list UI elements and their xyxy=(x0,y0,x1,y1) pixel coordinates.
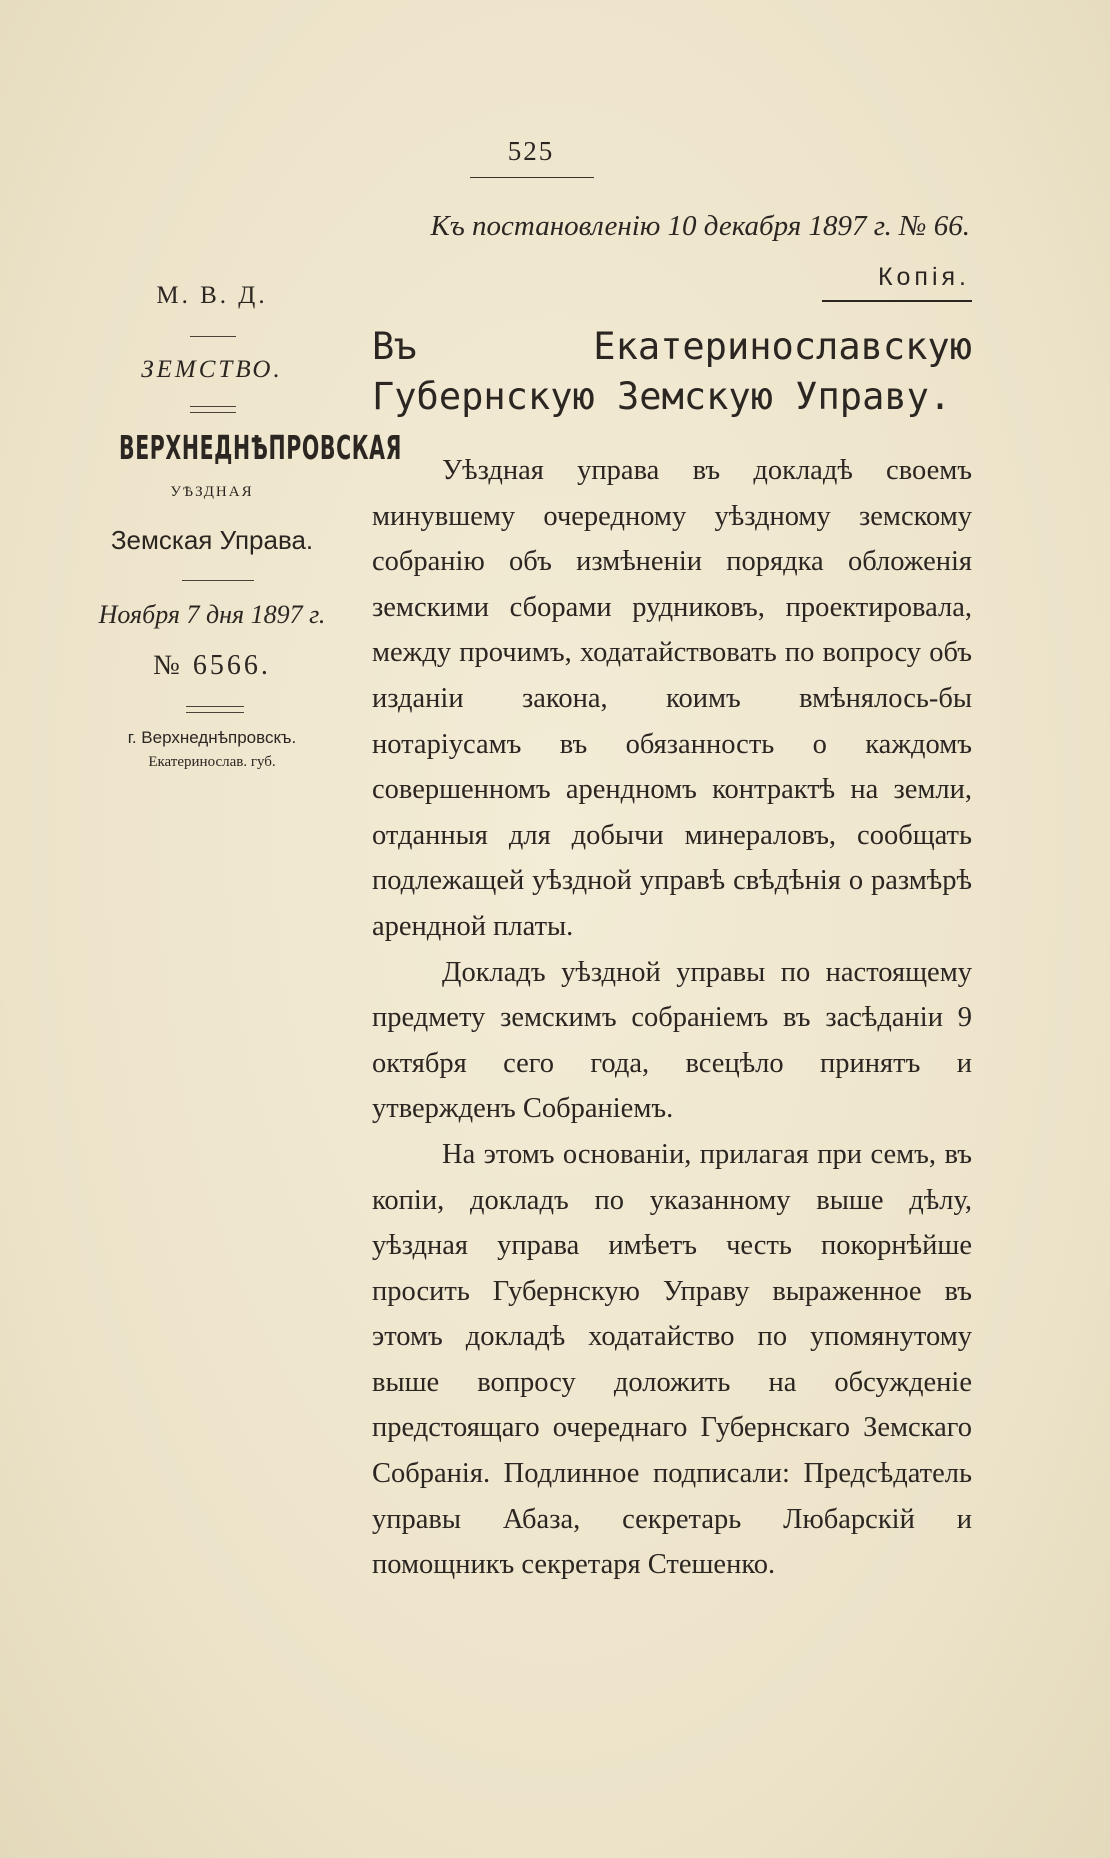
town-name: г. Верхнеднѣпровскъ. xyxy=(127,728,297,747)
zemstvo-label: ЗЕМСТВО. xyxy=(141,356,283,383)
divider xyxy=(190,406,236,407)
page-number-rule xyxy=(470,177,594,178)
divider xyxy=(186,712,244,713)
paragraph: Уѣздная управа въ докладѣ своемъ минувшему очередному уѣздному земскому собранію объ измѣненіи порядка обложенія земскими сборами рудниковъ, проектировала, между прочимъ, ходатайствовать по вопросу объ изданіи закона, коимъ вмѣнялось-бы нотаріусамъ въ обязанность о каждомъ совершенномъ арендномъ контрактѣ на земли, отданныя для добычи минераловъ, сообщать подлежащей уѣздной управѣ свѣдѣнія о размѣрѣ арендной платы. xyxy=(372,455,972,942)
divider xyxy=(182,580,254,581)
divider xyxy=(190,336,236,337)
reference-line: Къ постановленію 10 декабря 1897 г. № 66. xyxy=(430,210,970,242)
paragraph: Докладъ уѣздной управы по настоящему предмету земскимъ собраніемъ въ засѣданіи 9 октября сего года, всецѣло принятъ и утвержденъ Собраніемъ. xyxy=(372,956,972,1125)
board-name: Земская Управа. xyxy=(110,525,314,555)
paragraph: На этомъ основаніи, прилагая при семъ, въ копіи, докладъ по указанному выше дѣлу, уѣздная управа имѣетъ честь покорнѣйше просить Губернскую Управу выраженное въ этомъ докладѣ ходатайство по упомянутому выше вопросу доложить на обсужденіе предстоящаго очереднаго Губернскаго Земскаго Собранія. Подлинное подписали: Предсѣдатель управы Абаза, секретарь Любарскій и помощникъ секретаря Стешенко. xyxy=(372,1138,972,1581)
page-number: 525 xyxy=(507,136,555,166)
province-name: Екатеринослав. губ. xyxy=(148,754,276,770)
copy-label: Копія. xyxy=(877,263,970,291)
copy-underline xyxy=(822,300,972,302)
district-type: УѢЗДНАЯ xyxy=(170,484,254,500)
letter-number: № 6566. xyxy=(153,650,271,681)
divider xyxy=(190,412,236,413)
letter-body xyxy=(372,448,972,1588)
district-name: ВЕРХНЕДНѢПРОВСКАЯ xyxy=(119,428,402,467)
addressee: Въ Екатеринославскую Губернскую Земскую Управу. xyxy=(372,325,972,418)
divider xyxy=(186,706,244,707)
ministry-abbrev: М. В. Д. xyxy=(156,282,268,309)
letter-date: Ноября 7 дня 1897 г. xyxy=(98,600,326,629)
